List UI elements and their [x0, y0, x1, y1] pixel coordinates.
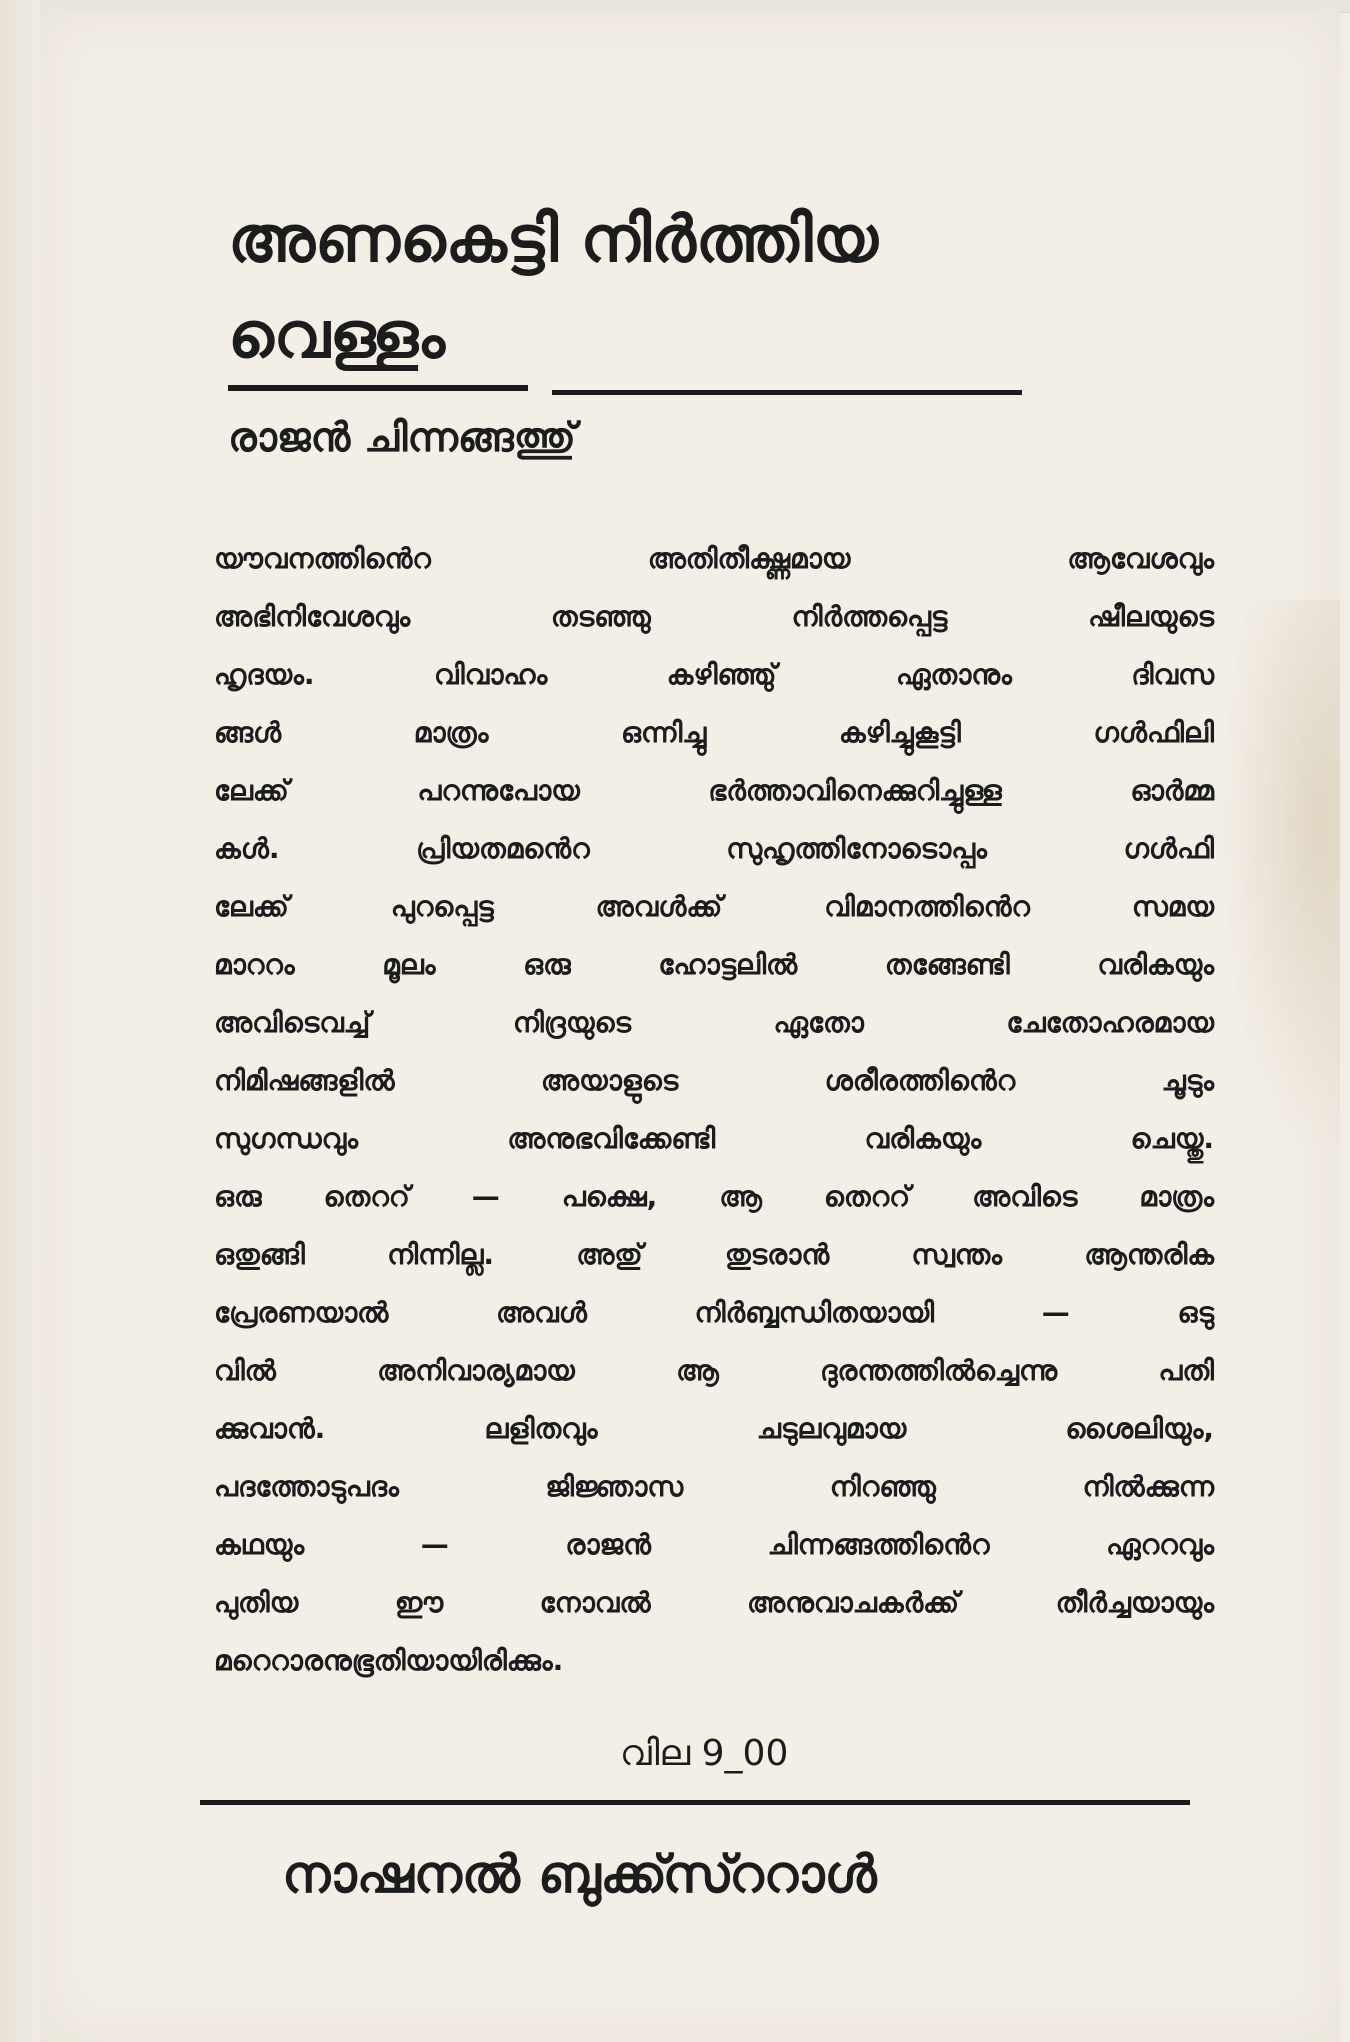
title-underline-left — [228, 385, 528, 391]
blurb-line: വിൽ അനിവാര്യമായ ആ ദുരന്തത്തിൽച്ചെന്നു പതി — [214, 1354, 1214, 1387]
publisher-name: നാഷനൽ ബുക്ക്സ്ററാൾ — [282, 1845, 877, 1905]
blurb-line: ഒതുങ്ങി നിന്നില്ല. അതു് തുടരാൻ സ്വന്തം ആന്തരിക — [214, 1238, 1214, 1271]
blurb-line: കൾ. പ്രിയതമൻെറ സുഹൃത്തിനോടൊപ്പം ഗൾഫി — [214, 832, 1214, 865]
blurb-line: ഹൃദയം. വിവാഹം കഴിഞ്ഞു് ഏതാനും ദിവസ — [214, 658, 1214, 691]
author-name: രാജൻ ചിന്നങ്ങത്തു് — [228, 415, 576, 461]
blurb-line: പ്രേരണയാൽ അവൾ നിർബ്ബന്ധിതയായി — ഒടു — [214, 1296, 1214, 1329]
blurb-line: ലേക്ക് പുറപ്പെട്ട അവൾക്ക് വിമാനത്തിൻെറ സമയ — [214, 890, 1214, 923]
blurb-line: യൗവനത്തിൻെറ അതിതീക്ഷ്ണമായ ആവേശവും — [214, 542, 1214, 575]
title-line-1: അണകെട്ടി നിർത്തിയ — [228, 203, 878, 277]
blurb-line: മാററം മൂലം ഒരു ഹോട്ടലിൽ തങ്ങേണ്ടി വരികയും — [214, 948, 1214, 981]
blurb — [214, 530, 1214, 1690]
price-label: വില 9_00 — [620, 1733, 789, 1774]
blurb-line: അഭിനിവേശവും തടഞ്ഞു നിർത്തപ്പെട്ട ഷീലയുടെ — [214, 600, 1214, 633]
blurb-line: പുതിയ ഈ നോവൽ അനുവാചകർക്ക് തീർച്ചയായും — [214, 1586, 1214, 1619]
blurb-line: അവിടെവച്ച് നിദ്രയുടെ ഏതോ ചേതോഹരമായ — [214, 1006, 1214, 1039]
blurb-line: മറെറാരനുഭൂതിയായിരിക്കും. — [214, 1644, 564, 1677]
blurb-line: ക്കുവാൻ. ലളിതവും ചടുലവുമായ ശൈലിയും, — [214, 1412, 1214, 1445]
book-title — [228, 192, 1128, 384]
page-edge-left — [0, 0, 40, 2042]
blurb-line: നിമിഷങ്ങളിൽ അയാളുടെ ശരീരത്തിൻെറ ചൂടും — [214, 1064, 1214, 1097]
blurb-line: ങ്ങൾ മാത്രം ഒന്നിച്ചു കഴിച്ചുകൂട്ടി ഗൾഫിലി — [214, 716, 1214, 749]
blurb-line: കഥയും — രാജൻ ചിന്നങ്ങത്തിൻെറ ഏററവും — [214, 1528, 1214, 1561]
blurb-line: സുഗന്ധവും അനുഭവിക്കേണ്ടി വരികയും ചെയ്തു. — [214, 1122, 1214, 1155]
blurb-line: ഒരു തെററ് — പക്ഷെ, ആ തെററ് അവിടെ മാത്രം — [214, 1180, 1214, 1213]
blurb-line: പദത്തോടുപദം ജിജ്ഞാസ നിറഞ്ഞു നിൽക്കുന്ന — [214, 1470, 1214, 1503]
publisher-rule — [200, 1800, 1190, 1805]
title-underline-right — [552, 390, 1022, 395]
title-line-2: വെള്ളം — [228, 299, 445, 373]
paper-stain — [1220, 600, 1340, 1160]
blurb-line: ലേക്ക് പറന്നുപോയ ഭർത്താവിനെക്കുറിച്ചുള്ള ഓർമ്മ — [214, 774, 1214, 807]
